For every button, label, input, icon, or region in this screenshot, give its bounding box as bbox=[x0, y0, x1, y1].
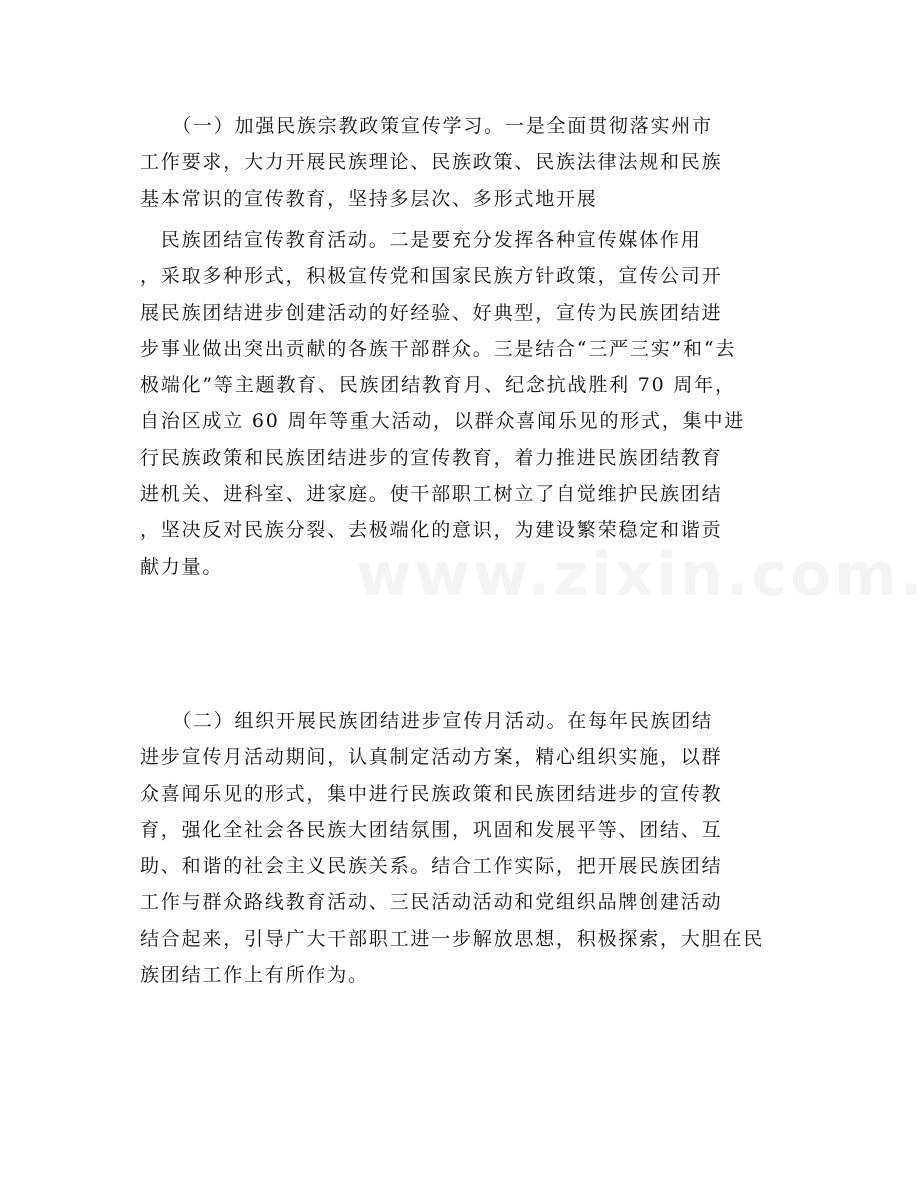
text-line: 众喜闻乐见的形式，集中进行民族政策和民族团结进步的宣传教 bbox=[140, 782, 723, 805]
text-line: 步事业做出突出贡献的各族干部群众。三是结合“三严三实”和“去 bbox=[140, 337, 737, 360]
text-line: 工作与群众路线教育活动、三民活动活动和党组织品牌创建活动 bbox=[140, 891, 723, 914]
text-line: 进步宣传月活动期间，认真制定活动方案，精心组织实施，以群 bbox=[140, 746, 723, 769]
text-line: 育，强化全社会各民族大团结氛围，巩固和发展平等、团结、互 bbox=[140, 818, 723, 841]
paragraph-3 bbox=[140, 703, 790, 993]
text-line: 族团结工作上有所作为。 bbox=[140, 964, 369, 987]
text-line: 进机关、进科室、进家庭。使干部职工树立了自觉维护民族团结 bbox=[140, 483, 723, 506]
text-line: 自治区成立 60 周年等重大活动，以群众喜闻乐见的形式，集中进 bbox=[140, 410, 746, 433]
paragraph-1 bbox=[140, 108, 790, 217]
paragraph-2 bbox=[140, 222, 790, 585]
text-line: ，坚决反对民族分裂、去极端化的意识，为建设繁荣稳定和谐贡 bbox=[140, 519, 723, 542]
text-line: 工作要求，大力开展民族理论、民族政策、民族法律法规和民族 bbox=[140, 151, 723, 174]
text-line: （二）组织开展民族团结进步宣传月活动。在每年民族团结 bbox=[140, 710, 713, 732]
text-line: 献力量。 bbox=[140, 555, 224, 578]
text-line: 基本常识的宣传教育，坚持多层次、多形式地开展 bbox=[140, 187, 598, 210]
text-line: 极端化”等主题教育、民族团结教育月、纪念抗战胜利 70 周年， bbox=[140, 374, 736, 397]
text-line: 助、和谐的社会主义民族关系。结合工作实际，把开展民族团结 bbox=[140, 855, 723, 878]
text-line: 展民族团结进步创建活动的好经验、好典型，宣传为民族团结进 bbox=[140, 301, 723, 324]
text-line: 结合起来，引导广大干部职工进一步解放思想，积极探索，大胆在民 bbox=[140, 927, 765, 950]
text-line: 民族团结宣传教育活动。二是要充分发挥各种宣传媒体作用 bbox=[140, 229, 702, 251]
text-line: （一）加强民族宗教政策宣传学习。一是全面贯彻落实州市 bbox=[140, 115, 713, 137]
text-line: 行民族政策和民族团结进步的宣传教育，着力推进民族团结教育 bbox=[140, 446, 723, 469]
text-line: ，采取多种形式，积极宣传党和国家民族方针政策，宣传公司开 bbox=[140, 265, 723, 288]
